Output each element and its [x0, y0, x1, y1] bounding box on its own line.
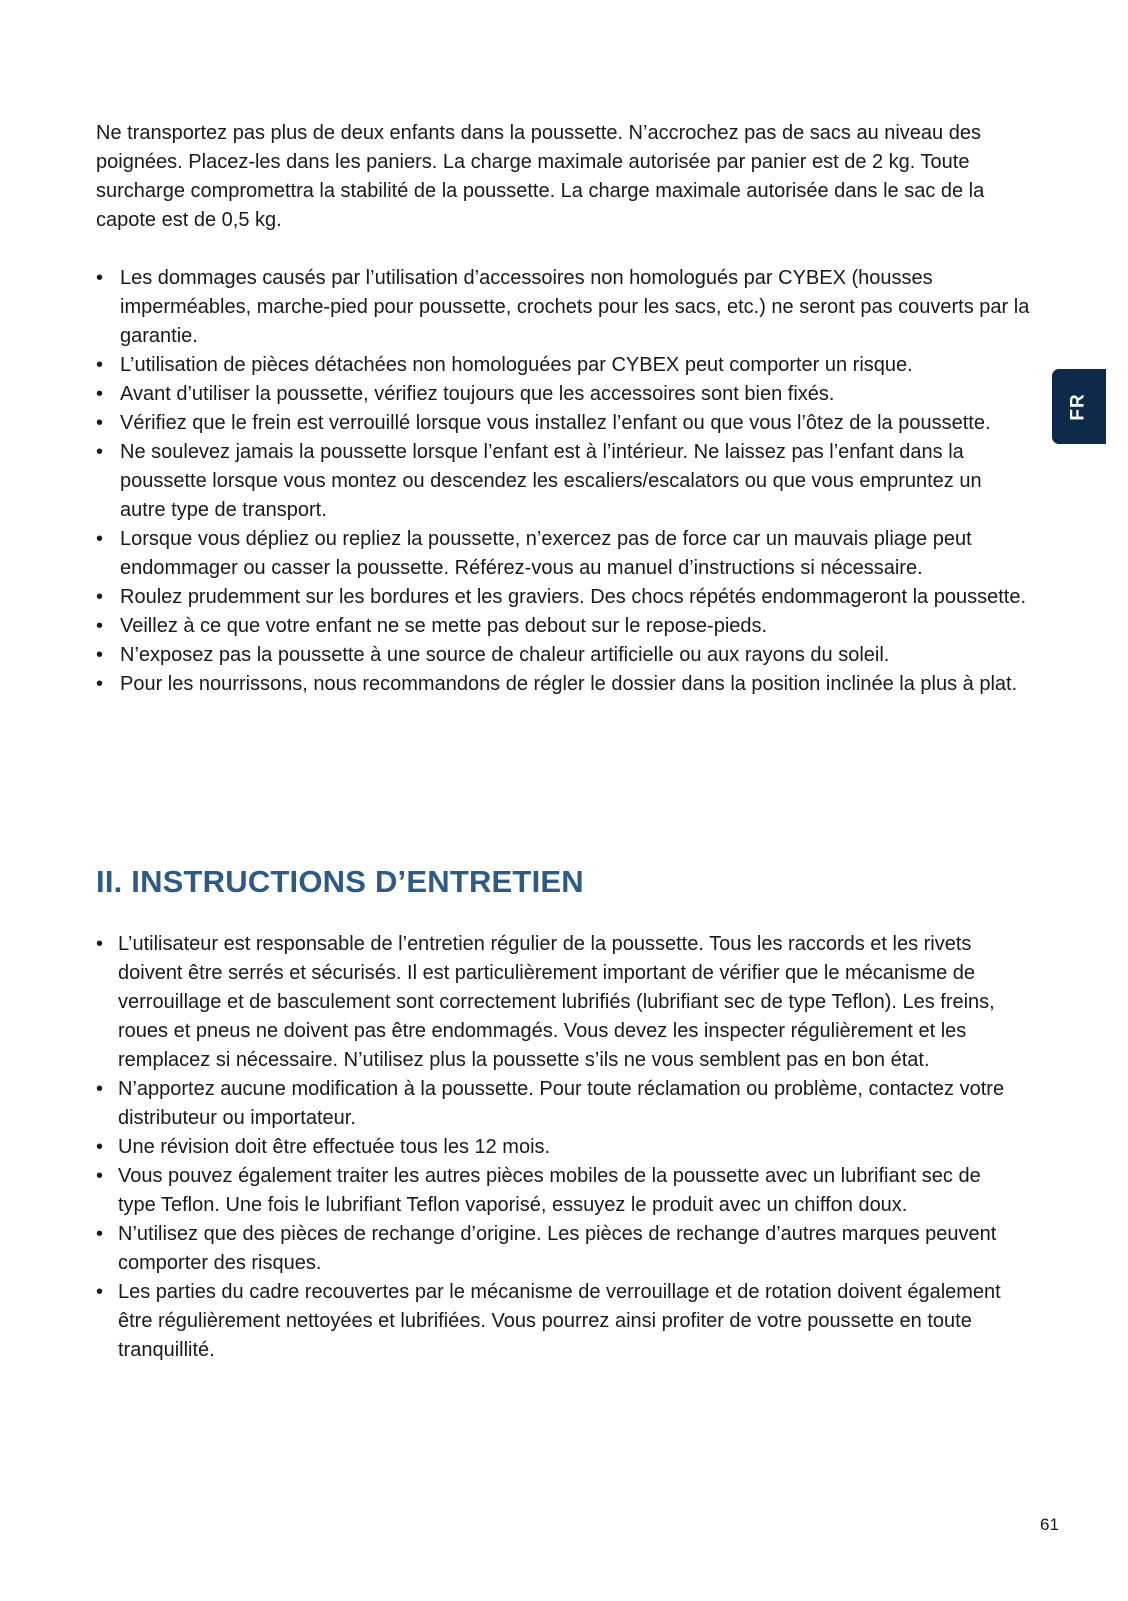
care-instructions-list [96, 930, 1021, 1365]
list-item: • Lorsque vous dépliez ou repliez la poussette, n’exercez pas de force car un mauvais pliage peut endommager ou casser la poussette. Référez-vous au manuel d’instructions si nécessaire. [96, 525, 1031, 583]
list-item: • Les parties du cadre recouvertes par le mécanisme de verrouillage et de rotation doivent également être régulièrement nettoyées et lubrifiées. Vous pourrez ainsi profiter de votre poussette en toute tranquillité. [96, 1278, 1021, 1365]
list-item: • Roulez prudemment sur les bordures et les graviers. Des chocs répétés endommageront la poussette. [96, 583, 1031, 612]
list-item: • N’utilisez que des pièces de rechange d’origine. Les pièces de rechange d’autres marques peuvent comporter des risques. [96, 1220, 1021, 1278]
list-item: • Ne soulevez jamais la poussette lorsque l’enfant est à l’intérieur. Ne laissez pas l’enfant dans la poussette lorsque vous montez ou descendez les escaliers/escalators ou que vous empruntez un autre type de transport. [96, 438, 1031, 525]
list-item: • Vérifiez que le frein est verrouillé lorsque vous installez l’enfant ou que vous l’ôtez de la poussette. [96, 409, 1031, 438]
list-item: • Pour les nourrissons, nous recommandons de régler le dossier dans la position inclinée la plus à plat. [96, 670, 1031, 699]
list-item: • Les dommages causés par l’utilisation d’accessoires non homologués par CYBEX (housses imperméables, marche-pied pour poussette, crochets pour les sacs, etc.) ne seront pas couverts par la garantie. [96, 264, 1031, 351]
list-item: • L’utilisation de pièces détachées non homologuées par CYBEX peut comporter un risque. [96, 351, 1031, 380]
list-item: • Veillez à ce que votre enfant ne se mette pas debout sur le repose-pieds. [96, 612, 1031, 641]
list-item: • Vous pouvez également traiter les autres pièces mobiles de la poussette avec un lubrifiant sec de type Teflon. Une fois le lubrifiant Teflon vaporisé, essuyez le produit avec un chiffon doux. [96, 1162, 1021, 1220]
intro-paragraph: Ne transportez pas plus de deux enfants dans la poussette. N’accrochez pas de sacs au niveau des poignées. Placez-les dans les paniers. La charge maximale autorisée par panier est de 2 kg. Toute surcharge compromettra la stabilité de la poussette. La charge maximale autorisée dans le sac de la capote est de 0,5 kg. [96, 122, 985, 231]
language-tab-label: FR [1067, 392, 1089, 421]
section-heading: II. INSTRUCTIONS D’ENTRETIEN [96, 864, 584, 899]
language-tab [1052, 369, 1106, 444]
list-item: • L’utilisateur est responsable de l’entretien régulier de la poussette. Tous les raccords et les rivets doivent être serrés et sécurisés. Il est particulièrement important de vérifier que le mécanisme de verrouillage et de basculement sont correctement lubrifiés (lubrifiant sec de type Teflon). Les freins, roues et pneus ne doivent pas être endommagés. Vous devez les inspecter régulièrement et les remplacez si nécessaire. N’utilisez plus la poussette s’ils ne vous semblent pas en bon état. [96, 930, 1021, 1075]
list-item: • N’exposez pas la poussette à une source de chaleur artificielle ou aux rayons du soleil. [96, 641, 1031, 670]
page-number: 61 [1040, 1515, 1059, 1534]
list-item: • N’apportez aucune modification à la poussette. Pour toute réclamation ou problème, contactez votre distributeur ou importateur. [96, 1075, 1021, 1133]
list-item: • Avant d’utiliser la poussette, vérifiez toujours que les accessoires sont bien fixés. [96, 380, 1031, 409]
list-item: • Une révision doit être effectuée tous les 12 mois. [96, 1133, 1021, 1162]
safety-warnings-list [96, 264, 1031, 699]
